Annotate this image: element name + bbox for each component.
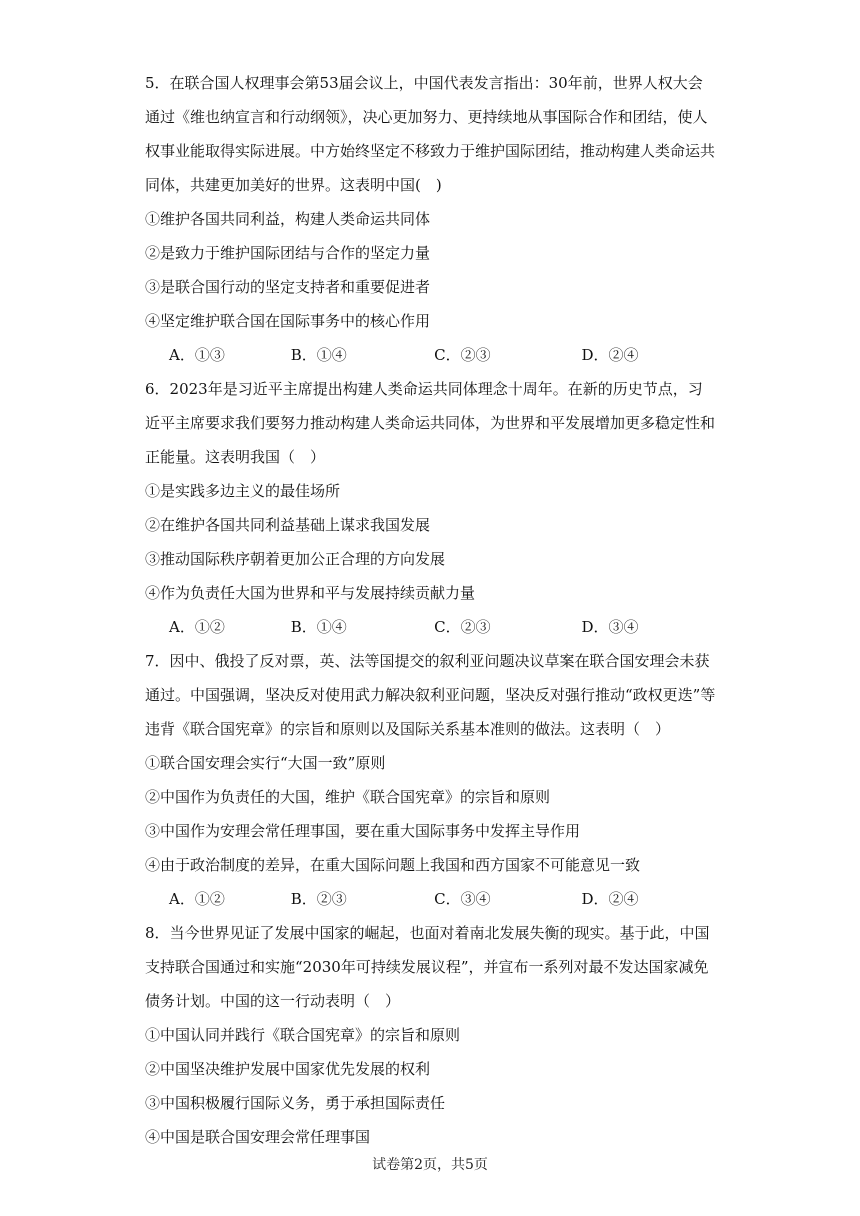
option-statement: ③中国作为安理会常任理事国，要在重大国际事务中发挥主导作用: [145, 822, 581, 840]
option-statement: ②在维护各国共同利益基础上谋求我国发展: [145, 516, 431, 534]
option-statement: ②中国坚决维护发展中国家优先发展的权利: [145, 1060, 431, 1078]
question-7: [145, 644, 717, 916]
question-stem: 7．因中、俄投了反对票，英、法等国提交的叙利亚问题决议草案在联合国安理会未获通过。中国强调，坚决反对使用武力解决叙利亚问题，坚决反对强行推动“政权更迭”等违背《联合国宪章》的宗旨和原则以及国际关系基本准则的做法。这表明（ ）: [145, 652, 716, 738]
page-footer: 试卷第2页，共5页: [372, 1157, 488, 1173]
option-statement: ③是联合国行动的坚定支持者和重要促进者: [145, 278, 431, 296]
choice-a: A．①②: [169, 618, 225, 636]
choice-d: D．③④: [581, 618, 639, 636]
option-statement: ④作为负责任大国为世界和平与发展持续贡献力量: [145, 584, 476, 602]
question-stem: 8．当今世界见证了发展中国家的崛起，也面对着南北发展失衡的现实。基于此，中国支持联合国通过和实施“2030年可持续发展议程”，并宣布一系列对最不发达国家减免债务计划。中国的这一行动表明（ ）: [145, 924, 710, 1010]
option-statement: ②是致力于维护国际团结与合作的坚定力量: [145, 244, 431, 262]
option-statement: ④坚定维护联合国在国际事务中的核心作用: [145, 312, 431, 330]
choice-d: D．②④: [581, 890, 639, 908]
option-statement: ②中国作为负责任的大国，维护《联合国宪章》的宗旨和原则: [145, 788, 551, 806]
choice-b: B．①④: [290, 346, 347, 364]
question-stem: 6．2023年是习近平主席提出构建人类命运共同体理念十周年。在新的历史节点，习近平主席要求我们要努力推动构建人类命运共同体，为世界和平发展增加更多稳定性和正能量。这表明我国（ ）: [145, 380, 716, 466]
question-5: [145, 66, 717, 372]
option-statement: ①联合国安理会实行“大国一致”原则: [145, 754, 386, 772]
choice-a: A．①③: [169, 346, 225, 364]
option-statement: ①维护各国共同利益，构建人类命运共同体: [145, 210, 431, 228]
question-8: [145, 916, 717, 1154]
choice-d: D．②④: [581, 346, 639, 364]
choice-a: A．①②: [169, 890, 225, 908]
answer-choices: [145, 882, 717, 916]
option-statement: ③推动国际秩序朝着更加公正合理的方向发展: [145, 550, 446, 568]
option-statement: ④由于政治制度的差异，在重大国际问题上我国和西方国家不可能意见一致: [145, 856, 641, 874]
option-statement: ①中国认同并践行《联合国宪章》的宗旨和原则: [145, 1026, 461, 1044]
choice-b: B．②③: [290, 890, 347, 908]
choice-b: B．①④: [290, 618, 347, 636]
choice-c: C．②③: [434, 618, 491, 636]
option-statement: ③中国积极履行国际义务，勇于承担国际责任: [145, 1094, 446, 1112]
option-statement: ④中国是联合国安理会常任理事国: [145, 1128, 371, 1146]
question-list: [145, 66, 717, 1154]
choice-c: C．③④: [434, 890, 491, 908]
question-stem: 5．在联合国人权理事会第53届会议上，中国代表发言指出：30年前，世界人权大会通过《维也纳宣言和行动纲领》，决心更加努力、更持续地从事国际合作和团结，使人权事业能取得实际进展。中方始终坚定不移致力于维护国际团结，推动构建人类命运共同体，共建更加美好的世界。这表明中国( ): [145, 74, 716, 194]
answer-choices: [145, 338, 717, 372]
option-statement: ①是实践多边主义的最佳场所: [145, 482, 341, 500]
choice-c: C．②③: [434, 346, 491, 364]
answer-choices: [145, 610, 717, 644]
question-6: [145, 372, 717, 644]
